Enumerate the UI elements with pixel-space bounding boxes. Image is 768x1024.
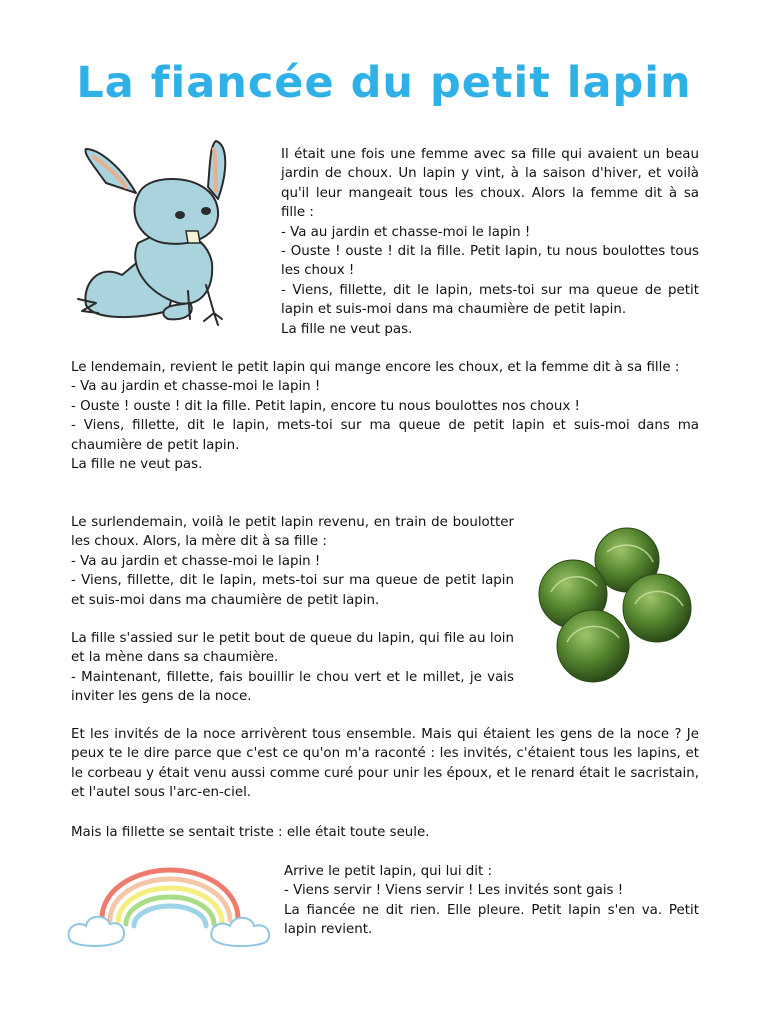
paragraph-intro xyxy=(281,145,699,339)
text-line: La fille ne veut pas. xyxy=(281,321,413,337)
text-line: Arrive le petit lapin, qui lui dit : xyxy=(284,864,493,879)
text-line: Et les invités de la noce arrivèrent tous ensemble. Mais qui étaient les gens de la noce ? Je peux te le dire parce que c'est ce qu'on m'a raconté : les invités, c'étaient tous les lapins, et le corbeau y était venu aussi comme curé pour unir les époux, et le renard était le sacristain, et l'autel sous l'arc-en-ciel. xyxy=(71,727,699,801)
brussels-sprouts-photo xyxy=(527,522,699,686)
paragraph-noce xyxy=(71,725,699,803)
text-line: Il était une fois une femme avec sa fille qui avaient un beau jardin de choux. Un lapin y vint, à la saison d'hiver, et voilà qu'il leur mangeait tous les choux. Alors la femme dit à sa fille : xyxy=(281,147,699,221)
text-line: Le surlendemain, voilà le petit lapin revenu, en train de boulotter les choux. Alors, la mère dit à sa fille : xyxy=(71,515,514,550)
rainbow-illustration xyxy=(62,858,276,950)
text-line: La fiancée ne dit rien. Elle pleure. Petit lapin s'en va. Petit lapin revient. xyxy=(284,902,699,938)
rabbit-illustration xyxy=(68,135,278,335)
paragraph-arrive xyxy=(284,862,699,940)
text-line: - Va au jardin et chasse-moi le lapin ! xyxy=(71,553,321,569)
text-line: - Viens, fillette, dit le lapin, mets-toi sur ma queue de petit lapin et suis-moi dans ma chaumière de petit lapin. xyxy=(71,418,699,453)
text-line: - Viens, fillette, dit le lapin, mets-toi sur ma queue de petit lapin et suis-moi dans ma chaumière de petit lapin. xyxy=(71,573,514,608)
text-line: - Maintenant, fillette, fais bouillir le chou vert et le millet, je vais inviter les gens de la noce. xyxy=(71,669,514,705)
text-line: La fille s'assied sur le petit bout de queue du lapin, qui file au loin et la mène dans sa chaumière. xyxy=(71,631,514,666)
text-line: - Va au jardin et chasse-moi le lapin ! xyxy=(71,379,321,395)
text-line: La fille ne veut pas. xyxy=(71,457,203,473)
text-line: Mais la fillette se sentait triste : elle était toute seule. xyxy=(71,825,430,840)
paragraph-chaumiere xyxy=(71,629,514,707)
text-line: - Va au jardin et chasse-moi le lapin ! xyxy=(281,224,531,240)
paragraph-triste xyxy=(71,823,699,842)
text-line: - Viens servir ! Viens servir ! Les invités sont gais ! xyxy=(284,883,624,899)
text-line: - Ouste ! ouste ! dit la fille. Petit lapin, encore tu nous boulottes nos choux ! xyxy=(71,398,580,414)
page-title: La fiancée du petit lapin xyxy=(76,58,692,108)
paragraph-lendemain xyxy=(71,358,699,474)
paragraph-surlendemain xyxy=(71,513,514,610)
text-line: - Viens, fillette, dit le lapin, mets-toi sur ma queue de petit lapin et suis-moi dans ma chaumière de petit lapin. xyxy=(281,282,699,318)
text-line: Le lendemain, revient le petit lapin qui mange encore les choux, et la femme dit à sa fille : xyxy=(71,360,680,375)
text-line: - Ouste ! ouste ! dit la fille. Petit lapin, tu nous boulottes tous les choux ! xyxy=(281,244,699,279)
